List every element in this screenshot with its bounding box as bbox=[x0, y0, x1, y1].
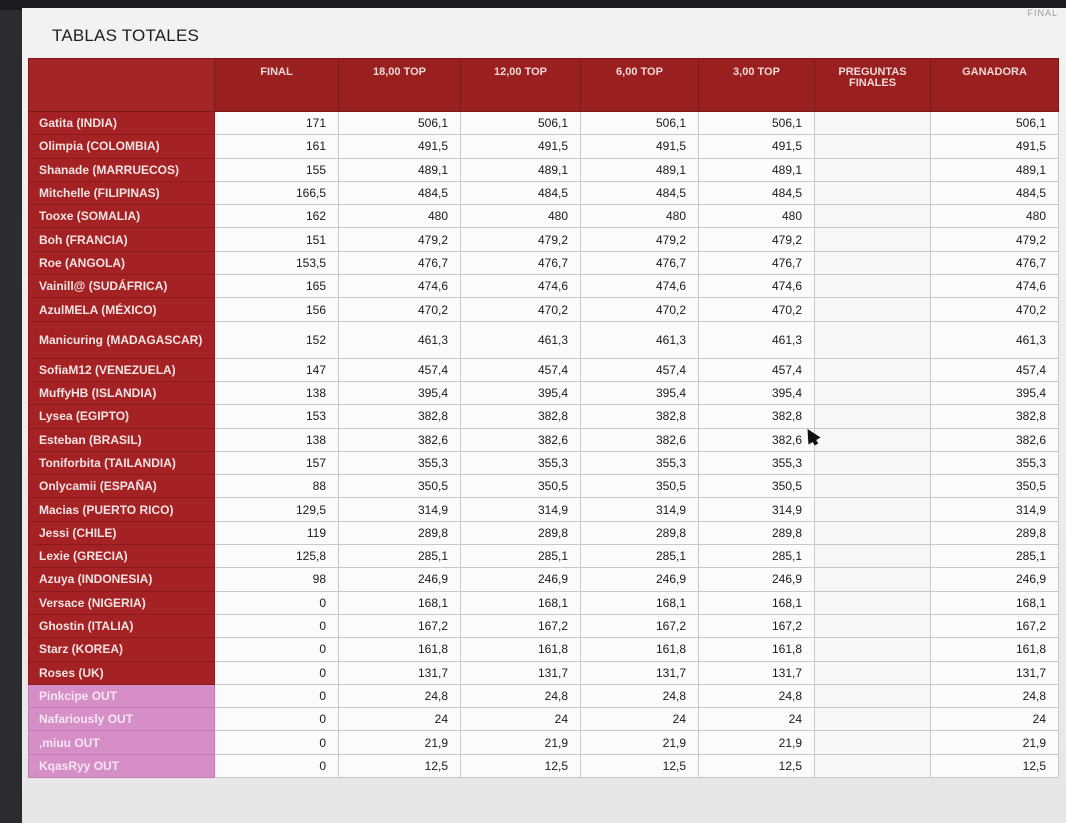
score-cell-preg[interactable] bbox=[815, 451, 931, 474]
score-cell-t3[interactable]: 395,4 bbox=[699, 381, 815, 404]
corner-mark: FINAL bbox=[1027, 8, 1058, 18]
contestant-name-cell[interactable]: ,miuu OUT bbox=[29, 731, 215, 754]
contestant-name-cell[interactable]: Onlycamii (ESPAÑA) bbox=[29, 475, 215, 498]
table-row bbox=[29, 731, 1059, 754]
header-top18[interactable]: 18,00 TOP bbox=[339, 59, 461, 112]
contestant-name-cell[interactable]: Manicuring (MADAGASCAR) bbox=[29, 321, 215, 358]
score-cell-ganadora[interactable]: 21,9 bbox=[931, 731, 1059, 754]
score-cell-final[interactable]: 165 bbox=[215, 275, 339, 298]
header-row bbox=[29, 59, 1059, 112]
score-cell-t12[interactable]: 470,2 bbox=[461, 298, 581, 321]
score-cell-final[interactable]: 138 bbox=[215, 428, 339, 451]
score-cell-t6[interactable]: 457,4 bbox=[581, 358, 699, 381]
contestant-name-cell[interactable]: Shanade (MARRUECOS) bbox=[29, 158, 215, 181]
score-cell-ganadora[interactable]: 285,1 bbox=[931, 545, 1059, 568]
score-cell-t3[interactable]: 470,2 bbox=[699, 298, 815, 321]
score-cell-t3[interactable]: 168,1 bbox=[699, 591, 815, 614]
score-cell-final[interactable]: 0 bbox=[215, 684, 339, 707]
score-cell-final[interactable]: 151 bbox=[215, 228, 339, 251]
score-cell-t6[interactable]: 382,8 bbox=[581, 405, 699, 428]
score-cell-ganadora[interactable]: 395,4 bbox=[931, 381, 1059, 404]
score-cell-ganadora[interactable]: 355,3 bbox=[931, 451, 1059, 474]
header-ganadora[interactable]: GANADORA bbox=[931, 59, 1059, 112]
score-cell-t3[interactable]: 382,8 bbox=[699, 405, 815, 428]
score-cell-t18[interactable]: 285,1 bbox=[339, 545, 461, 568]
score-cell-t12[interactable]: 167,2 bbox=[461, 614, 581, 637]
table-row bbox=[29, 428, 1059, 451]
score-cell-final[interactable]: 157 bbox=[215, 451, 339, 474]
score-cell-t12[interactable]: 382,6 bbox=[461, 428, 581, 451]
table-row bbox=[29, 708, 1059, 731]
score-cell-ganadora[interactable]: 484,5 bbox=[931, 181, 1059, 204]
score-cell-preg[interactable] bbox=[815, 298, 931, 321]
score-cell-final[interactable]: 0 bbox=[215, 708, 339, 731]
score-cell-t12[interactable]: 484,5 bbox=[461, 181, 581, 204]
score-cell-t3[interactable]: 350,5 bbox=[699, 475, 815, 498]
table-row bbox=[29, 591, 1059, 614]
score-cell-ganadora[interactable]: 350,5 bbox=[931, 475, 1059, 498]
score-cell-ganadora[interactable]: 476,7 bbox=[931, 251, 1059, 274]
page-title: TABLAS TOTALES bbox=[52, 26, 200, 45]
score-cell-t12[interactable]: 168,1 bbox=[461, 591, 581, 614]
table-row bbox=[29, 568, 1059, 591]
score-cell-final[interactable]: 0 bbox=[215, 754, 339, 777]
score-cell-final[interactable]: 125,8 bbox=[215, 545, 339, 568]
score-cell-t12[interactable]: 461,3 bbox=[461, 321, 581, 358]
score-cell-t6[interactable]: 12,5 bbox=[581, 754, 699, 777]
score-cell-t18[interactable]: 131,7 bbox=[339, 661, 461, 684]
score-cell-t3[interactable]: 355,3 bbox=[699, 451, 815, 474]
score-cell-t18[interactable]: 395,4 bbox=[339, 381, 461, 404]
score-cell-t6[interactable]: 168,1 bbox=[581, 591, 699, 614]
score-cell-t6[interactable]: 131,7 bbox=[581, 661, 699, 684]
score-cell-preg[interactable] bbox=[815, 591, 931, 614]
score-cell-t3[interactable]: 474,6 bbox=[699, 275, 815, 298]
score-cell-t12[interactable]: 491,5 bbox=[461, 135, 581, 158]
table-row bbox=[29, 112, 1059, 135]
score-cell-t3[interactable]: 489,1 bbox=[699, 158, 815, 181]
score-cell-t6[interactable]: 314,9 bbox=[581, 498, 699, 521]
score-cell-ganadora[interactable]: 382,8 bbox=[931, 405, 1059, 428]
score-cell-ganadora[interactable]: 480 bbox=[931, 205, 1059, 228]
table-row bbox=[29, 498, 1059, 521]
score-cell-final[interactable]: 152 bbox=[215, 321, 339, 358]
header-corner bbox=[29, 59, 215, 112]
score-cell-t12[interactable]: 476,7 bbox=[461, 251, 581, 274]
score-cell-preg[interactable] bbox=[815, 568, 931, 591]
score-cell-final[interactable]: 138 bbox=[215, 381, 339, 404]
table-row bbox=[29, 358, 1059, 381]
score-cell-preg[interactable] bbox=[815, 498, 931, 521]
table-row bbox=[29, 158, 1059, 181]
score-cell-t18[interactable]: 506,1 bbox=[339, 112, 461, 135]
spreadsheet-screen bbox=[22, 8, 1066, 823]
score-cell-preg[interactable] bbox=[815, 135, 931, 158]
score-cell-t3[interactable]: 491,5 bbox=[699, 135, 815, 158]
score-cell-t12[interactable]: 480 bbox=[461, 205, 581, 228]
table-row bbox=[29, 638, 1059, 661]
score-cell-ganadora[interactable]: 461,3 bbox=[931, 321, 1059, 358]
score-cell-ganadora[interactable]: 168,1 bbox=[931, 591, 1059, 614]
score-cell-t18[interactable]: 21,9 bbox=[339, 731, 461, 754]
contestant-name-cell[interactable]: Nafariously OUT bbox=[29, 708, 215, 731]
score-cell-t12[interactable]: 506,1 bbox=[461, 112, 581, 135]
score-cell-t6[interactable]: 350,5 bbox=[581, 475, 699, 498]
contestant-name-cell[interactable]: Lysea (EGIPTO) bbox=[29, 405, 215, 428]
score-cell-preg[interactable] bbox=[815, 275, 931, 298]
score-cell-t3[interactable]: 382,6 bbox=[699, 428, 815, 451]
score-cell-t3[interactable]: 131,7 bbox=[699, 661, 815, 684]
score-cell-ganadora[interactable]: 382,6 bbox=[931, 428, 1059, 451]
score-cell-t18[interactable]: 382,8 bbox=[339, 405, 461, 428]
score-cell-final[interactable]: 0 bbox=[215, 731, 339, 754]
score-cell-t3[interactable]: 289,8 bbox=[699, 521, 815, 544]
score-cell-t18[interactable]: 489,1 bbox=[339, 158, 461, 181]
score-cell-t6[interactable]: 479,2 bbox=[581, 228, 699, 251]
score-cell-t3[interactable]: 24,8 bbox=[699, 684, 815, 707]
score-cell-final[interactable]: 147 bbox=[215, 358, 339, 381]
table-row bbox=[29, 298, 1059, 321]
contestant-name-cell[interactable]: MuffyHB (ISLANDIA) bbox=[29, 381, 215, 404]
score-cell-t6[interactable]: 470,2 bbox=[581, 298, 699, 321]
score-cell-ganadora[interactable]: 12,5 bbox=[931, 754, 1059, 777]
score-cell-t12[interactable]: 12,5 bbox=[461, 754, 581, 777]
score-cell-t12[interactable]: 24 bbox=[461, 708, 581, 731]
score-cell-t18[interactable]: 461,3 bbox=[339, 321, 461, 358]
score-cell-final[interactable]: 88 bbox=[215, 475, 339, 498]
table-row bbox=[29, 405, 1059, 428]
score-cell-preg[interactable] bbox=[815, 181, 931, 204]
score-cell-t6[interactable]: 382,6 bbox=[581, 428, 699, 451]
score-cell-t12[interactable]: 24,8 bbox=[461, 684, 581, 707]
score-cell-t3[interactable]: 21,9 bbox=[699, 731, 815, 754]
contestant-name-cell[interactable]: Roe (ANGOLA) bbox=[29, 251, 215, 274]
score-cell-t12[interactable]: 246,9 bbox=[461, 568, 581, 591]
score-cell-t3[interactable]: 476,7 bbox=[699, 251, 815, 274]
contestant-name-cell[interactable]: Azuya (INDONESIA) bbox=[29, 568, 215, 591]
score-cell-final[interactable]: 161 bbox=[215, 135, 339, 158]
score-cell-preg[interactable] bbox=[815, 405, 931, 428]
score-cell-final[interactable]: 119 bbox=[215, 521, 339, 544]
score-cell-t12[interactable]: 382,8 bbox=[461, 405, 581, 428]
score-cell-t3[interactable]: 285,1 bbox=[699, 545, 815, 568]
score-cell-preg[interactable] bbox=[815, 112, 931, 135]
score-cell-preg[interactable] bbox=[815, 475, 931, 498]
score-cell-ganadora[interactable]: 289,8 bbox=[931, 521, 1059, 544]
score-cell-preg[interactable] bbox=[815, 251, 931, 274]
score-cell-t18[interactable]: 350,5 bbox=[339, 475, 461, 498]
score-cell-t6[interactable]: 476,7 bbox=[581, 251, 699, 274]
score-cell-t6[interactable]: 21,9 bbox=[581, 731, 699, 754]
score-cell-final[interactable]: 0 bbox=[215, 638, 339, 661]
contestant-name-cell[interactable]: KqasRyy OUT bbox=[29, 754, 215, 777]
contestant-name-cell[interactable]: Tooxe (SOMALIA) bbox=[29, 205, 215, 228]
contestant-name-cell[interactable]: Versace (NIGERIA) bbox=[29, 591, 215, 614]
contestant-name-cell[interactable]: Pinkcipe OUT bbox=[29, 684, 215, 707]
score-cell-t18[interactable]: 246,9 bbox=[339, 568, 461, 591]
score-cell-final[interactable]: 0 bbox=[215, 614, 339, 637]
score-cell-preg[interactable] bbox=[815, 684, 931, 707]
score-cell-preg[interactable] bbox=[815, 614, 931, 637]
score-cell-preg[interactable] bbox=[815, 205, 931, 228]
score-cell-t6[interactable]: 506,1 bbox=[581, 112, 699, 135]
score-cell-t12[interactable]: 21,9 bbox=[461, 731, 581, 754]
score-cell-t6[interactable]: 246,9 bbox=[581, 568, 699, 591]
score-cell-final[interactable]: 129,5 bbox=[215, 498, 339, 521]
score-cell-preg[interactable] bbox=[815, 638, 931, 661]
table-row bbox=[29, 228, 1059, 251]
score-cell-t18[interactable]: 314,9 bbox=[339, 498, 461, 521]
table-row bbox=[29, 251, 1059, 274]
score-cell-ganadora[interactable]: 479,2 bbox=[931, 228, 1059, 251]
score-cell-t12[interactable]: 350,5 bbox=[461, 475, 581, 498]
header-preguntas[interactable]: PREGUNTAS FINALES bbox=[815, 59, 931, 112]
contestant-name-cell[interactable]: Boh (FRANCIA) bbox=[29, 228, 215, 251]
score-cell-t12[interactable]: 395,4 bbox=[461, 381, 581, 404]
score-cell-t12[interactable]: 289,8 bbox=[461, 521, 581, 544]
score-cell-t18[interactable]: 168,1 bbox=[339, 591, 461, 614]
score-cell-t18[interactable]: 355,3 bbox=[339, 451, 461, 474]
score-cell-preg[interactable] bbox=[815, 358, 931, 381]
score-cell-ganadora[interactable]: 489,1 bbox=[931, 158, 1059, 181]
score-cell-final[interactable]: 171 bbox=[215, 112, 339, 135]
score-cell-preg[interactable] bbox=[815, 661, 931, 684]
score-cell-t18[interactable]: 470,2 bbox=[339, 298, 461, 321]
score-cell-t3[interactable]: 167,2 bbox=[699, 614, 815, 637]
score-cell-ganadora[interactable]: 314,9 bbox=[931, 498, 1059, 521]
score-cell-ganadora[interactable]: 506,1 bbox=[931, 112, 1059, 135]
score-cell-t3[interactable]: 480 bbox=[699, 205, 815, 228]
score-cell-t6[interactable]: 395,4 bbox=[581, 381, 699, 404]
score-cell-t12[interactable]: 479,2 bbox=[461, 228, 581, 251]
score-cell-t12[interactable]: 314,9 bbox=[461, 498, 581, 521]
score-cell-t3[interactable]: 479,2 bbox=[699, 228, 815, 251]
contestant-name-cell[interactable]: Jessi (CHILE) bbox=[29, 521, 215, 544]
score-cell-t12[interactable]: 457,4 bbox=[461, 358, 581, 381]
score-cell-t12[interactable]: 355,3 bbox=[461, 451, 581, 474]
score-cell-t12[interactable]: 161,8 bbox=[461, 638, 581, 661]
score-cell-t6[interactable]: 167,2 bbox=[581, 614, 699, 637]
table-body bbox=[29, 112, 1059, 778]
score-cell-ganadora[interactable]: 457,4 bbox=[931, 358, 1059, 381]
score-cell-t12[interactable]: 474,6 bbox=[461, 275, 581, 298]
score-cell-final[interactable]: 162 bbox=[215, 205, 339, 228]
score-cell-preg[interactable] bbox=[815, 228, 931, 251]
table-row bbox=[29, 684, 1059, 707]
table-row bbox=[29, 521, 1059, 544]
score-cell-t6[interactable]: 474,6 bbox=[581, 275, 699, 298]
score-cell-final[interactable]: 0 bbox=[215, 661, 339, 684]
score-cell-t18[interactable]: 457,4 bbox=[339, 358, 461, 381]
score-cell-preg[interactable] bbox=[815, 731, 931, 754]
contestant-name-cell[interactable]: Esteban (BRASIL) bbox=[29, 428, 215, 451]
score-cell-ganadora[interactable]: 246,9 bbox=[931, 568, 1059, 591]
score-cell-ganadora[interactable]: 167,2 bbox=[931, 614, 1059, 637]
table-row bbox=[29, 451, 1059, 474]
score-cell-t3[interactable]: 246,9 bbox=[699, 568, 815, 591]
score-cell-t12[interactable]: 285,1 bbox=[461, 545, 581, 568]
score-cell-final[interactable]: 155 bbox=[215, 158, 339, 181]
score-cell-preg[interactable] bbox=[815, 158, 931, 181]
score-cell-final[interactable]: 0 bbox=[215, 591, 339, 614]
header-top3[interactable]: 3,00 TOP bbox=[699, 59, 815, 112]
contestant-name-cell[interactable]: Gatita (INDIA) bbox=[29, 112, 215, 135]
score-cell-t18[interactable]: 382,6 bbox=[339, 428, 461, 451]
score-cell-preg[interactable] bbox=[815, 428, 931, 451]
score-cell-t18[interactable]: 12,5 bbox=[339, 754, 461, 777]
score-cell-t12[interactable]: 489,1 bbox=[461, 158, 581, 181]
totals-table bbox=[28, 58, 1059, 778]
score-cell-t18[interactable]: 24,8 bbox=[339, 684, 461, 707]
score-cell-t18[interactable]: 484,5 bbox=[339, 181, 461, 204]
table-row bbox=[29, 754, 1059, 777]
score-cell-t3[interactable]: 461,3 bbox=[699, 321, 815, 358]
score-cell-ganadora[interactable]: 470,2 bbox=[931, 298, 1059, 321]
score-cell-preg[interactable] bbox=[815, 521, 931, 544]
score-cell-ganadora[interactable]: 161,8 bbox=[931, 638, 1059, 661]
score-cell-preg[interactable] bbox=[815, 381, 931, 404]
contestant-name-cell[interactable]: AzulMELA (MÉXICO) bbox=[29, 298, 215, 321]
table-row bbox=[29, 381, 1059, 404]
score-cell-t18[interactable]: 24 bbox=[339, 708, 461, 731]
score-cell-t18[interactable]: 479,2 bbox=[339, 228, 461, 251]
score-cell-final[interactable]: 98 bbox=[215, 568, 339, 591]
table-row bbox=[29, 321, 1059, 358]
score-cell-t3[interactable]: 24 bbox=[699, 708, 815, 731]
contestant-name-cell[interactable]: Starz (KOREA) bbox=[29, 638, 215, 661]
score-cell-t18[interactable]: 480 bbox=[339, 205, 461, 228]
score-cell-t6[interactable]: 285,1 bbox=[581, 545, 699, 568]
table-row bbox=[29, 661, 1059, 684]
score-cell-preg[interactable] bbox=[815, 545, 931, 568]
table-row bbox=[29, 135, 1059, 158]
table-row bbox=[29, 275, 1059, 298]
score-cell-t3[interactable]: 506,1 bbox=[699, 112, 815, 135]
score-cell-t18[interactable]: 167,2 bbox=[339, 614, 461, 637]
score-cell-t6[interactable]: 480 bbox=[581, 205, 699, 228]
contestant-name-cell[interactable]: Vainill@ (SUDÁFRICA) bbox=[29, 275, 215, 298]
table-row bbox=[29, 181, 1059, 204]
header-final[interactable]: FINAL bbox=[215, 59, 339, 112]
score-cell-t3[interactable]: 314,9 bbox=[699, 498, 815, 521]
score-cell-final[interactable]: 156 bbox=[215, 298, 339, 321]
contestant-name-cell[interactable]: Ghostin (ITALIA) bbox=[29, 614, 215, 637]
contestant-name-cell[interactable]: Lexie (GRECIA) bbox=[29, 545, 215, 568]
score-cell-t6[interactable]: 461,3 bbox=[581, 321, 699, 358]
header-top12[interactable]: 12,00 TOP bbox=[461, 59, 581, 112]
score-cell-preg[interactable] bbox=[815, 708, 931, 731]
score-cell-t18[interactable]: 474,6 bbox=[339, 275, 461, 298]
score-cell-t18[interactable]: 289,8 bbox=[339, 521, 461, 544]
contestant-name-cell[interactable]: Macias (PUERTO RICO) bbox=[29, 498, 215, 521]
score-cell-final[interactable]: 166,5 bbox=[215, 181, 339, 204]
score-cell-t6[interactable]: 489,1 bbox=[581, 158, 699, 181]
score-cell-t6[interactable]: 355,3 bbox=[581, 451, 699, 474]
table-row bbox=[29, 614, 1059, 637]
table-row bbox=[29, 545, 1059, 568]
contestant-name-cell[interactable]: Toniforbita (TAILANDIA) bbox=[29, 451, 215, 474]
score-cell-t6[interactable]: 491,5 bbox=[581, 135, 699, 158]
score-cell-t18[interactable]: 161,8 bbox=[339, 638, 461, 661]
score-cell-t3[interactable]: 484,5 bbox=[699, 181, 815, 204]
contestant-name-cell[interactable]: Olimpia (COLOMBIA) bbox=[29, 135, 215, 158]
contestant-name-cell[interactable]: SofiaM12 (VENEZUELA) bbox=[29, 358, 215, 381]
score-cell-final[interactable]: 153,5 bbox=[215, 251, 339, 274]
score-cell-ganadora[interactable]: 131,7 bbox=[931, 661, 1059, 684]
score-cell-t3[interactable]: 457,4 bbox=[699, 358, 815, 381]
score-cell-ganadora[interactable]: 474,6 bbox=[931, 275, 1059, 298]
score-cell-ganadora[interactable]: 24 bbox=[931, 708, 1059, 731]
score-cell-ganadora[interactable]: 491,5 bbox=[931, 135, 1059, 158]
score-cell-t6[interactable]: 161,8 bbox=[581, 638, 699, 661]
score-cell-t12[interactable]: 131,7 bbox=[461, 661, 581, 684]
score-cell-t6[interactable]: 24 bbox=[581, 708, 699, 731]
contestant-name-cell[interactable]: Mitchelle (FILIPINAS) bbox=[29, 181, 215, 204]
score-cell-t3[interactable]: 161,8 bbox=[699, 638, 815, 661]
score-cell-final[interactable]: 153 bbox=[215, 405, 339, 428]
contestant-name-cell[interactable]: Roses (UK) bbox=[29, 661, 215, 684]
score-cell-t3[interactable]: 12,5 bbox=[699, 754, 815, 777]
score-cell-ganadora[interactable]: 24,8 bbox=[931, 684, 1059, 707]
score-cell-t18[interactable]: 491,5 bbox=[339, 135, 461, 158]
score-cell-t18[interactable]: 476,7 bbox=[339, 251, 461, 274]
table-row bbox=[29, 205, 1059, 228]
header-top6[interactable]: 6,00 TOP bbox=[581, 59, 699, 112]
score-cell-t6[interactable]: 484,5 bbox=[581, 181, 699, 204]
score-cell-t6[interactable]: 289,8 bbox=[581, 521, 699, 544]
score-cell-preg[interactable] bbox=[815, 321, 931, 358]
table-row bbox=[29, 475, 1059, 498]
score-cell-t6[interactable]: 24,8 bbox=[581, 684, 699, 707]
score-cell-preg[interactable] bbox=[815, 754, 931, 777]
